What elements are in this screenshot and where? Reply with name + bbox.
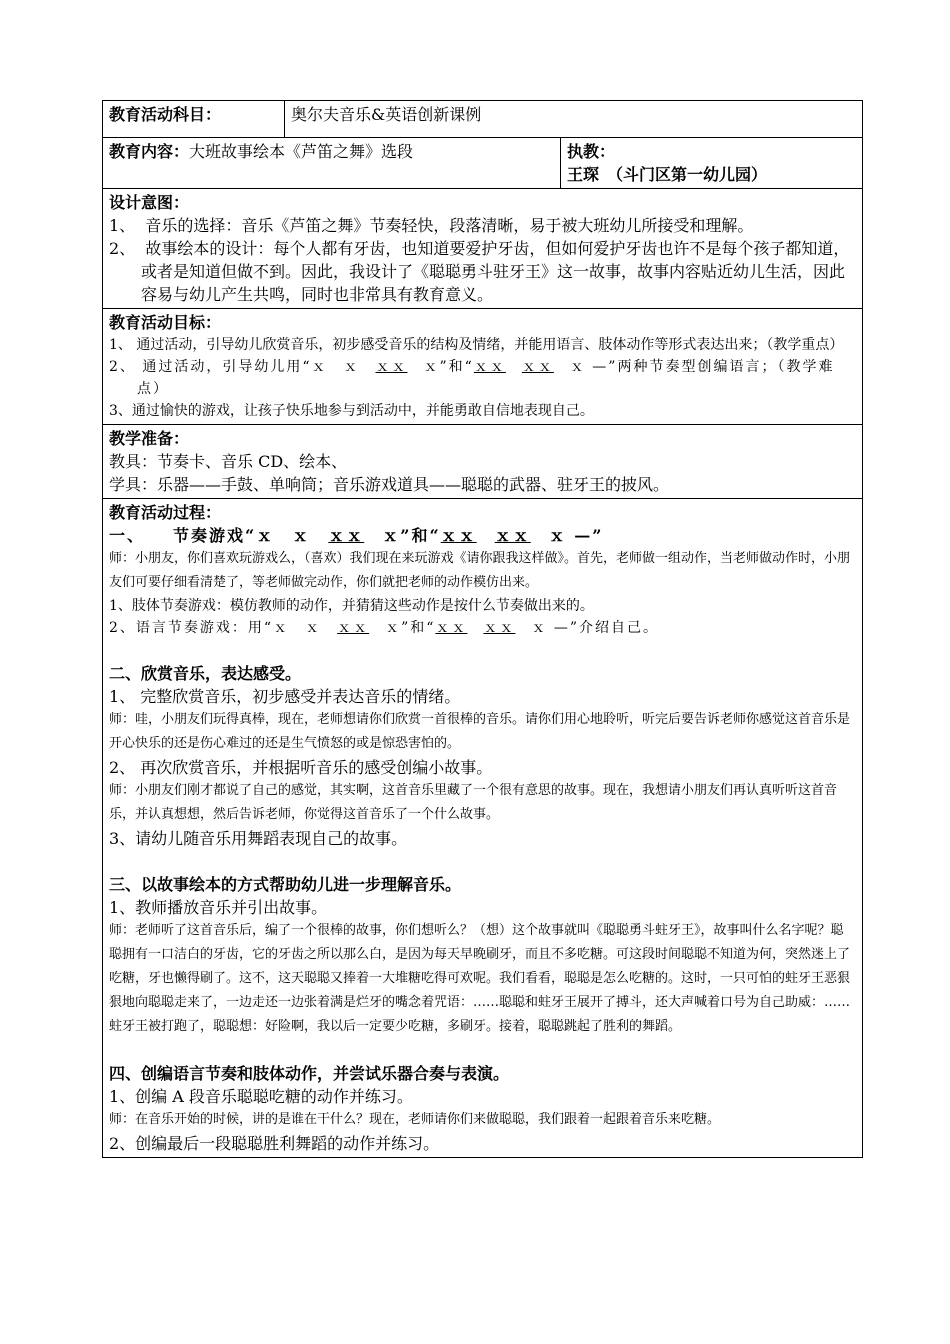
section-3-dialog-1: 师：老师听了这首音乐后，编了一个很棒的故事，你们想听么？（想）这个故事就叫《聪聪勇斗蛀牙王》，故事叫什么名字呢？聪聪拥有一口洁白的牙齿，它的牙齿之所以那么白，是因为每天早晚刷牙，而且不多吃糖。可这段时间聪聪不知道为何，突然迷上了吃糖，牙也懒得刷了。这不，这天聪聪又捧着一大堆糖吃得可欢呢。我们看看，聪聪是怎么吃糖的。这时，一只可怕的蛀牙王恶狠狠地向聪聪走来了，一边走还一边张着满是烂牙的嘴念着咒语：……聪聪和蛀牙王展开了搏斗，还大声喊着口号为自己助威：……蛀牙王被打跑了，聪聪想：好险啊，我以后一定要少吃糖，多刷牙。接着，聪聪跳起了胜利的舞蹈。 [109,923,851,1034]
section-2-dialog-2: 师：小朋友们刚才都说了自己的感觉，其实啊，这首音乐里藏了一个很有意思的故事。现在，我想请小朋友们再认真听听这首音乐，并认真想想，然后告诉老师，你觉得这首音乐了一个什么故事。 [109,783,838,822]
design-cell [103,189,863,309]
design-item-1: 1、 音乐的选择：音乐《芦笛之舞》节奏轻快，段落清晰，易于被大班幼儿所接受和理解。 [109,216,754,235]
goals-title: 教育活动目标： [109,313,222,332]
prep-row [103,425,863,499]
goals-cell [103,309,863,425]
process-title: 教育活动过程： [109,503,222,522]
goal-1: 1、 通过活动，引导幼儿欣赏音乐，初步感受音乐的结构及情绪，并能用语言、肢体动作等形式表达出来；（教学重点） [109,337,844,353]
section-1-heading: 一、 节奏游戏“ｘ ｘ ｘｘ ｘ”和“ｘｘ ｘｘ ｘ —” [109,526,604,545]
section-3-step-1: 1、教师播放音乐并引出故事。 [109,898,328,917]
teacher-value: 王琛 （斗门区第一幼儿园） [567,165,768,184]
content-label: 教育内容： [109,142,190,161]
prep-tools: 教具：节奏卡、音乐 CD、绘本、 [109,452,348,471]
lesson-plan-page [102,100,862,1158]
teacher-cell [561,138,863,189]
section-2-step-3: 3、请幼儿随音乐用舞蹈表现自己的故事。 [109,829,408,848]
section-4-heading: 四、创编语言节奏和肢体动作，并尝试乐器合奏与表演。 [109,1064,510,1083]
subject-label: 教育活动科目： [103,101,285,138]
prep-cell [103,425,863,499]
goals-row [103,309,863,425]
process-cell [103,499,863,1158]
section-1-step-2: 2、语言节奏游戏：用“ｘ ｘ ｘｘ ｘ”和“ｘｘ ｘｘ ｘ —”介绍自己。 [109,620,660,636]
section-4-step-1: 1、创编 A 段音乐聪聪吃糖的动作并练习。 [109,1087,413,1106]
section-4-step-2: 2、创编最后一段聪聪胜利舞蹈的动作并练习。 [109,1134,440,1153]
content-row [103,138,863,189]
teacher-label: 执教： [567,142,616,161]
design-item-2: 2、 故事绘本的设计：每个人都有牙齿，也知道要爱护牙齿，但如何爱护牙齿也许不是每个孩子都知道，或者是知道但做不到。因此，我设计了《聪聪勇斗驻牙王》这一故事，故事内容贴近幼儿生活，因此容易与幼儿产生共鸣，同时也非常具有教育意义。 [109,239,850,304]
content-cell [103,138,561,189]
design-row [103,189,863,309]
goal-3: 3、通过愉快的游戏，让孩子快乐地参与到活动中，并能勇敢自信地表现自己。 [109,403,594,419]
subject-row [103,101,863,138]
lesson-plan-table [102,100,863,1158]
content-value: 大班故事绘本《芦笛之舞》选段 [189,142,414,161]
section-2-step-1: 1、 完整欣赏音乐，初步感受并表达音乐的情绪。 [109,687,461,706]
section-3-heading: 三、以故事绘本的方式帮助幼儿进一步理解音乐。 [109,875,462,894]
section-4-dialog-1: 师：在音乐开始的时候，讲的是谁在干什么？现在，老师请你们来做聪聪，我们跟着一起跟着音乐来吃糖。 [109,1112,721,1127]
subject-value: 奥尔夫音乐&英语创新课例 [285,101,863,138]
prep-title: 教学准备： [109,429,190,448]
section-2-dialog-1: 师：哇，小朋友们玩得真棒，现在，老师想请你们欣赏一首很棒的音乐。请你们用心地聆听，听完后要告诉老师你感觉这首音乐是开心快乐的还是伤心难过的还是生气愤怒的或是惊恐害怕的。 [109,712,851,751]
goal-2: 2、 通过活动，引导幼儿用“ｘ ｘ ｘｘ ｘ”和“ｘｘ ｘｘ ｘ —”两种节奏型创编语言；（教学难点） [109,359,835,397]
section-1-dialog: 师：小朋友，你们喜欢玩游戏么，（喜欢）我们现在来玩游戏《请你跟我这样做》。首先，老师做一组动作，当老师做动作时，小朋友们可要仔细看清楚了，等老师做完动作，你们就把老师的动作模仿出来。 [109,551,851,590]
process-row [103,499,863,1158]
section-2-heading: 二、欣赏音乐，表达感受。 [109,664,302,683]
prep-learning: 学具：乐器——手鼓、单响筒；音乐游戏道具——聪聪的武器、驻牙王的披风。 [109,475,670,494]
section-2-step-2: 2、 再次欣赏音乐，并根据听音乐的感受创编小故事。 [109,758,493,777]
section-1-step-1: 1、肢体节奏游戏：模仿教师的动作，并猜猜这些动作是按什么节奏做出来的。 [109,598,594,614]
design-title: 设计意图： [109,193,190,212]
